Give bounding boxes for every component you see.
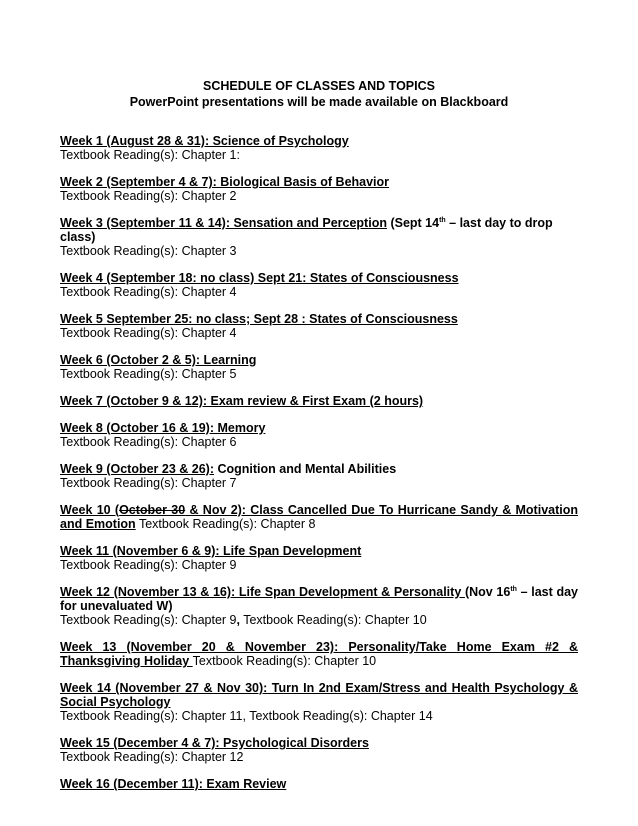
week-title: Week 15 (December 4 & 7): Psychological Disorders — [60, 736, 369, 750]
week-7 — [60, 394, 578, 408]
week-6 — [60, 353, 578, 381]
week-15 — [60, 736, 578, 764]
struck-date: October 30 — [119, 503, 186, 517]
week-5 — [60, 312, 578, 340]
week-4 — [60, 271, 578, 299]
week-11 — [60, 544, 578, 572]
week-10 — [60, 503, 578, 531]
week-reading: Textbook Reading(s): Chapter 10 — [192, 654, 377, 668]
week-9 — [60, 462, 578, 490]
week-title: Week 2 (September 4 & 7): Biological Basis of Behavior — [60, 175, 390, 189]
week-title: Week 9 (October 23 & 26): — [60, 462, 214, 476]
week-reading: Textbook Reading(s): Chapter 5 — [60, 367, 237, 381]
week-reading: Textbook Reading(s): Chapter 7 — [60, 476, 237, 490]
week-title: Week 7 (October 9 & 12): Exam review & First Exam (2 hours) — [60, 394, 424, 408]
week-title: Week 3 (September 11 & 14): Sensation and Perception — [60, 216, 387, 230]
week-reading: Textbook Reading(s): Chapter 8 — [135, 517, 316, 531]
week-note: (Nov 16th – last day for unevaluated W) — [60, 585, 579, 613]
week-reading: Textbook Reading(s): Chapter 11, Textbook Reading(s): Chapter 14 — [60, 709, 433, 723]
week-reading: Textbook Reading(s): Chapter 3 — [60, 244, 237, 258]
week-title: Week 1 (August 28 & 31): Science of Psychology — [60, 134, 349, 148]
week-reading: Textbook Reading(s): Chapter 12 — [60, 750, 244, 764]
week-16 — [60, 777, 578, 791]
week-1 — [60, 134, 578, 162]
week-8 — [60, 421, 578, 449]
document-subtitle: PowerPoint presentations will be made available on Blackboard — [129, 95, 509, 109]
week-title: Week 11 (November 6 & 9): Life Span Development — [60, 544, 362, 558]
week-title: Week 16 (December 11): Exam Review — [60, 777, 287, 791]
document-title: SCHEDULE OF CLASSES AND TOPICS — [203, 79, 435, 93]
week-14 — [60, 681, 578, 723]
week-topic: Cognition and Mental Abilities — [214, 462, 397, 476]
week-reading: Textbook Reading(s): Chapter 2 — [60, 189, 237, 203]
week-reading: Textbook Reading(s): Chapter 1: — [60, 148, 240, 162]
week-title: Week 14 (November 27 & Nov 30): Turn In 2nd Exam/Stress and Health Psychology & Social Psychology — [60, 681, 578, 709]
week-title: Week 12 (November 13 & 16): Life Span Development & Personality — [60, 585, 465, 599]
week-title: Week 8 (October 16 & 19): Memory — [60, 421, 266, 435]
week-reading: Textbook Reading(s): Chapter 9 — [60, 558, 237, 572]
week-title: Week 13 (November 20 & November 23): Personality/Take Home Exam #2 & Thanksgiving Holiday — [60, 640, 578, 668]
week-12 — [60, 585, 578, 627]
week-title: Week 4 (September 18: no class) Sept 21: States of Consciousness — [60, 271, 459, 285]
week-title: Week 6 (October 2 & 5): Learning — [60, 353, 257, 367]
week-title: Week 5 September 25: no class; Sept 28 : States of Consciousness — [60, 312, 458, 326]
week-2 — [60, 175, 578, 203]
week-title: Week 10 (October 30 & Nov 2): Class Cancelled Due To Hurricane Sandy & Motivation and Emotion — [60, 503, 579, 531]
document-header — [60, 78, 578, 110]
week-13 — [60, 640, 578, 668]
week-reading: Textbook Reading(s): Chapter 6 — [60, 435, 237, 449]
week-reading: Textbook Reading(s): Chapter 4 — [60, 326, 237, 340]
week-3 — [60, 216, 578, 258]
week-reading: Textbook Reading(s): Chapter 4 — [60, 285, 237, 299]
week-note: (Sept 14th – last day to drop class) — [60, 216, 553, 244]
week-reading: Textbook Reading(s): Chapter 9, Textbook Reading(s): Chapter 10 — [60, 613, 427, 627]
